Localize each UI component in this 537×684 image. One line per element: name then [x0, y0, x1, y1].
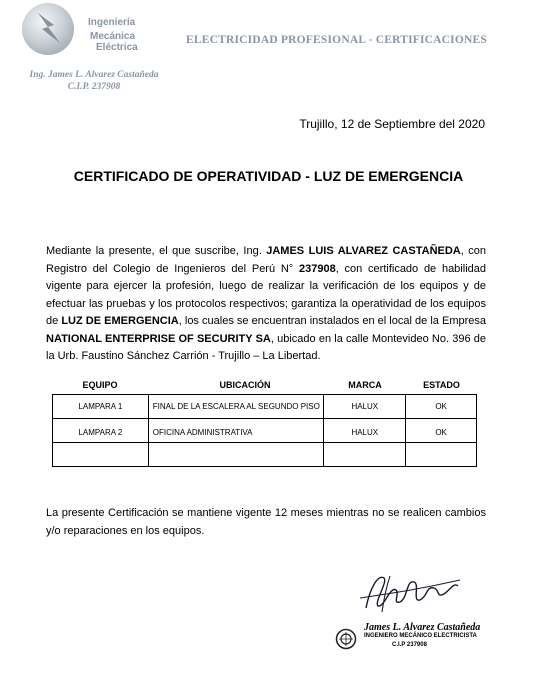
logo-text-line3: Eléctrica — [96, 42, 138, 53]
table-cell: OK — [406, 395, 477, 419]
table-cell: LAMPARA 1 — [53, 395, 149, 419]
table-cell — [406, 443, 477, 467]
table-cell: HALUX — [324, 395, 406, 419]
table-row — [53, 443, 477, 467]
column-header-marca: MARCA — [348, 380, 382, 390]
certificate-body — [46, 243, 486, 366]
table-cell: FINAL DE LA ESCALERA AL SEGUNDO PISO — [148, 395, 324, 419]
table-cell: LAMPARA 2 — [53, 419, 149, 443]
table-cell — [148, 443, 324, 467]
engineer-full-name: JAMES LUIS ALVAREZ CASTAÑEDA — [266, 245, 461, 257]
logo-emblem — [22, 3, 74, 55]
validity-statement: La presente Certificación se mantiene vigente 12 meses mientras no se realicen cambios y/o reparaciones en los equipos. — [46, 507, 486, 537]
table-row — [53, 395, 477, 419]
table-row — [53, 419, 477, 443]
equipment-type: LUZ DE EMERGENCIA — [61, 315, 179, 327]
registration-number: 237908 — [298, 262, 336, 275]
certificate-title: CERTIFICADO DE OPERATIVIDAD - LUZ DE EMERGENCIA — [73, 168, 464, 184]
column-header-estado: ESTADO — [423, 380, 460, 390]
equipment-table — [52, 394, 477, 467]
table-cell: OK — [406, 419, 477, 443]
table-cell: OFICINA ADMINISTRATIVA — [148, 419, 324, 443]
header-title: ELECTRICIDAD PROFESIONAL - CERTIFICACIONES — [186, 34, 487, 46]
engineer-credentials — [24, 69, 164, 93]
table-cell — [324, 443, 406, 467]
document-date: Trujillo, 12 de Septiembre del 2020 — [299, 117, 485, 131]
seal-icon — [335, 628, 357, 650]
handwritten-signature — [356, 568, 466, 618]
body-text-5: , ubicado en la calle Montevideo No. 396 de la Urb. Faustino Sánchez Carrión - Trujillo – La Libertad. — [46, 332, 486, 362]
column-header-ubicacion: UBICACIÓN — [219, 380, 271, 390]
company-name: NATIONAL ENTERPRISE OF SECURITY SA — [46, 332, 271, 345]
stamp-name: James L. Alvarez Castañeda — [364, 622, 481, 633]
engineer-name: Ing. James L. Alvarez Castañeda — [29, 70, 159, 80]
company-logo — [22, 3, 172, 63]
logo-text-line2: Mecánica — [90, 31, 136, 42]
stamp-role: INGENIERO MECÁNICO ELECTRICISTA — [364, 633, 477, 639]
engineer-cip: C.I.P. 237908 — [67, 82, 121, 92]
body-text-1: Mediante la presente, el que suscribe, Ing. — [46, 245, 267, 257]
logo-text-line1: Ingeniería — [88, 17, 136, 28]
body-text-4: , los cuales se encuentran instalados en el local de la Empresa — [178, 315, 486, 327]
lightning-bolt-icon — [30, 9, 66, 49]
column-header-equipo: EQUIPO — [82, 380, 118, 390]
table-cell: HALUX — [324, 419, 406, 443]
body-text-3: , con certificado de habilidad vigente para ejercer la profesión, luego de realizar la verificación de los equipos y de efectuar las pruebas y los protocolos respectivos; garantiza la operatividad de los equipos de — [46, 262, 486, 327]
stamp-cip: C.I.P 237908 — [392, 642, 427, 648]
body-text-2: , con Registro del Colegio de Ingenieros del Perú N° — [46, 245, 486, 275]
table-cell — [53, 443, 149, 467]
